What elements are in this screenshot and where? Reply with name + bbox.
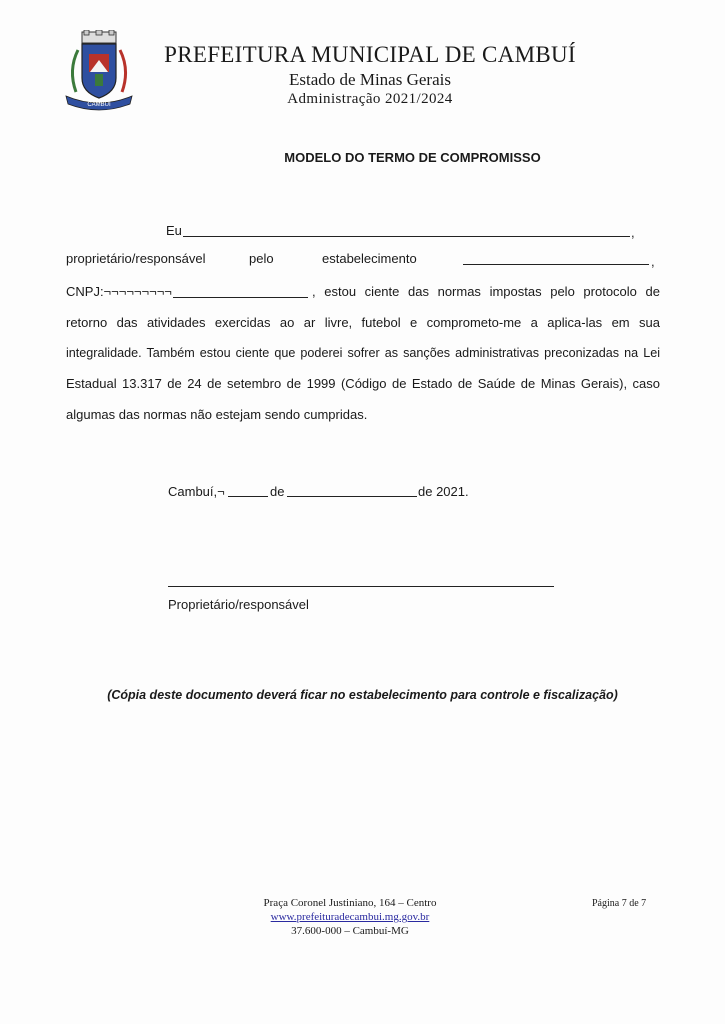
signature-line[interactable] — [168, 586, 554, 587]
document-title: MODELO DO TERMO DE COMPROMISSO — [284, 150, 541, 165]
comma-1: , — [631, 225, 635, 240]
signature-label: Proprietário/responsável — [168, 597, 309, 612]
paragraph-line-1: , estou ciente das normas impostas pelo protocolo de — [312, 284, 660, 299]
day-field-line[interactable] — [228, 496, 268, 497]
paragraph-line-5: algumas das normas não estejam sendo cumpridas. — [66, 407, 368, 422]
paragraph-line-3: integralidade. Também estou ciente que poderei sofrer as sanções administrativas preconizadas na Lei — [66, 346, 660, 360]
paragraph-line-4: Estadual 13.317 de 24 de setembro de 1999 (Código de Estado de Saúde de Minas Gerais), caso — [66, 376, 660, 391]
de-label-1: de — [270, 484, 285, 499]
svg-text:CAMBUÍ: CAMBUÍ — [87, 102, 111, 108]
cnpj-label: CNPJ:¬¬¬¬¬¬¬¬¬ — [66, 284, 172, 299]
year-label: de 2021. — [418, 484, 469, 499]
municipality-title: PREFEITURA MUNICIPAL DE CAMBUÍ — [164, 42, 576, 67]
comma-2: , — [651, 254, 655, 269]
estabelecimento-label: estabelecimento — [322, 251, 417, 266]
eu-label: Eu — [166, 223, 182, 238]
proprietario-label: proprietário/responsável — [66, 251, 206, 266]
state-name: Estado de Minas Gerais — [289, 70, 451, 89]
footer-address: Praça Coronel Justiniano, 164 – Centro — [263, 897, 437, 909]
pelo-label: pelo — [249, 251, 274, 266]
coat-of-arms-logo — [60, 30, 138, 112]
footer-cep: 37.600-000 – Cambuí-MG — [291, 925, 409, 937]
month-field-line[interactable] — [287, 496, 417, 497]
footer-website-link[interactable]: www.prefeituradecambui.mg.gov.br — [270, 911, 430, 923]
administration-period: Administração 2021/2024 — [287, 91, 453, 107]
footer-address-block — [200, 896, 500, 938]
page-number: Página 7 de 7 — [592, 898, 647, 909]
letterhead — [150, 42, 590, 108]
copy-note: (Cópia deste documento deverá ficar no estabelecimento para controle e fiscalização) — [107, 688, 618, 702]
city-label: Cambuí,¬ — [168, 484, 225, 499]
name-field-line[interactable] — [183, 236, 630, 237]
cnpj-field-line[interactable] — [173, 297, 308, 298]
paragraph-line-2: retorno das atividades exercidas ao ar livre, futebol e comprometo-me a aplica-las em sua — [66, 315, 660, 330]
establishment-field-line[interactable] — [463, 264, 649, 265]
